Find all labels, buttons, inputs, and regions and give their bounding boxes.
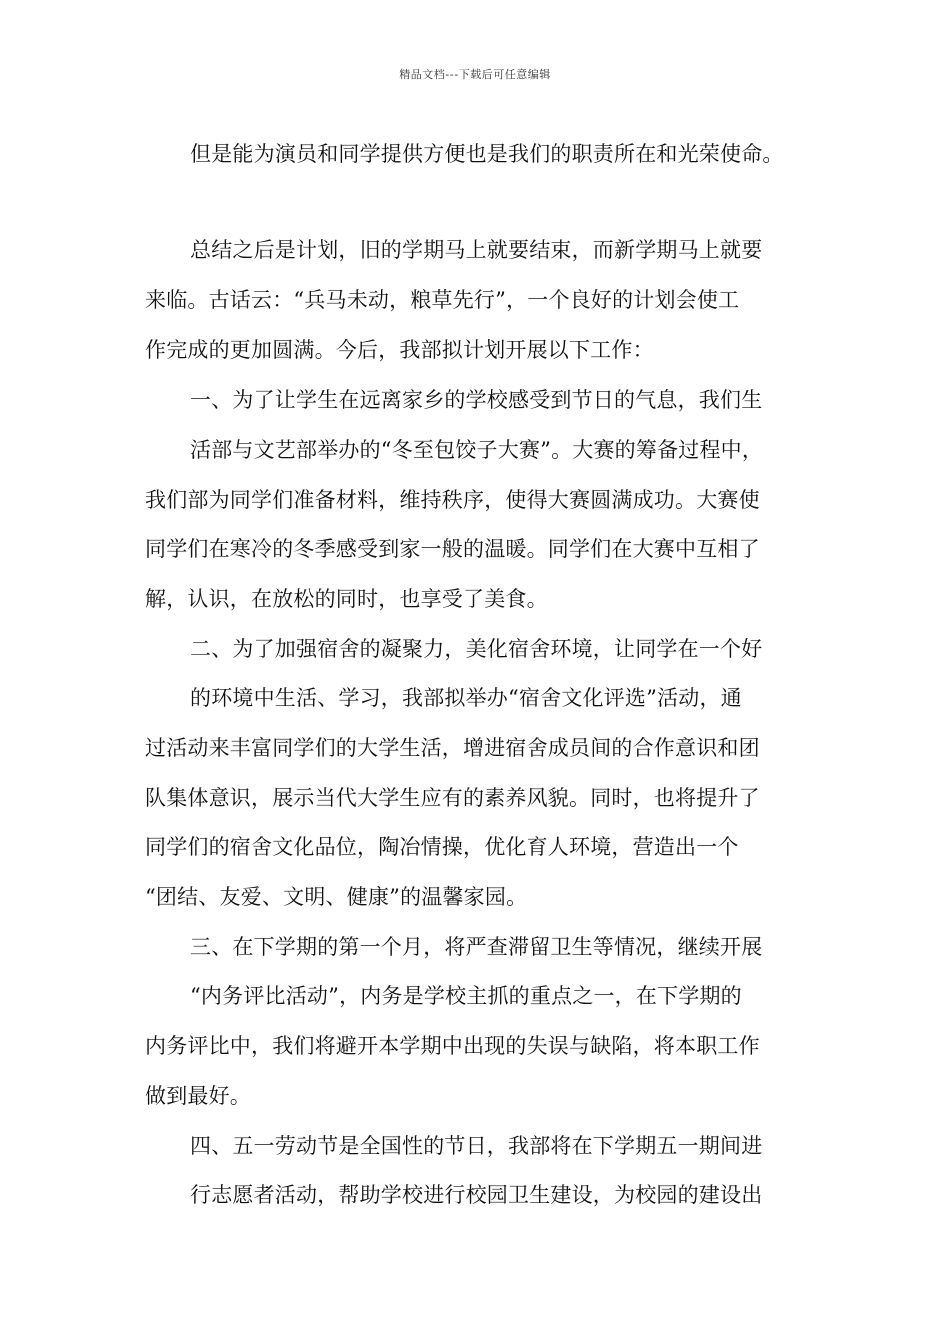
page-header: 精品文档---下载后可任意编辑 <box>399 68 551 81</box>
body-line: 解，认识，在放松的同时，也享受了美食。 <box>145 587 548 611</box>
body-line: 过活动来丰富同学们的大学生活，增进宿舍成员间的合作意识和团 <box>145 736 760 760</box>
body-line: 四、五一劳动节是全国性的节日，我部将在下学期五一期间进 <box>190 1134 763 1158</box>
body-line: “内务评比活动”，内务是学校主抓的重点之一，在下学期的 <box>190 984 742 1008</box>
body-line: 行志愿者活动，帮助学校进行校园卫生建设，为校园的建设出 <box>190 1183 763 1207</box>
body-line: 作完成的更加圆满。今后，我部拟计划开展以下工作： <box>145 338 654 362</box>
body-line: 我们部为同学们准备材料，维持秩序，使得大赛圆满成功。大赛使 <box>145 488 760 512</box>
body-line: “团结、友爱、文明、健康”的温馨家园。 <box>145 885 528 909</box>
body-line: 队集体意识，展示当代大学生应有的素养风貌。同时，也将提升了 <box>145 786 760 810</box>
body-line: 来临。古话云：“兵马未动，粮草先行”，一个良好的计划会使工 <box>145 288 740 312</box>
body-line: 二、为了加强宿舍的凝聚力，美化宿舍环境，让同学在一个好 <box>190 637 763 661</box>
body-line: 同学们在寒冷的冬季感受到家一般的温暖。同学们在大赛中互相了 <box>145 537 760 561</box>
body-line: 的环境中生活、学习，我部拟举办“宿舍文化评选”活动，通 <box>190 686 742 710</box>
body-line: 但是能为演员和同学提供方便也是我们的职责所在和光荣使命。 <box>190 142 784 166</box>
body-line: 做到最好。 <box>145 1084 251 1108</box>
body-line: 活部与文艺部举办的“冬至包饺子大赛”。大赛的筹备过程中， <box>190 438 764 462</box>
body-line: 总结之后是计划，旧的学期马上就要结束，而新学期马上就要 <box>190 238 763 262</box>
body-line: 内务评比中，我们将避开本学期中出现的失误与缺陷，将本职工作 <box>145 1034 760 1058</box>
body-line: 同学们的宿舍文化品位，陶冶情操，优化育人环境，营造出一个 <box>145 835 739 859</box>
body-line: 三、在下学期的第一个月，将严查滞留卫生等情况，继续开展 <box>190 935 763 959</box>
body-line: 一、为了让学生在远离家乡的学校感受到节日的气息，我们生 <box>190 388 763 412</box>
